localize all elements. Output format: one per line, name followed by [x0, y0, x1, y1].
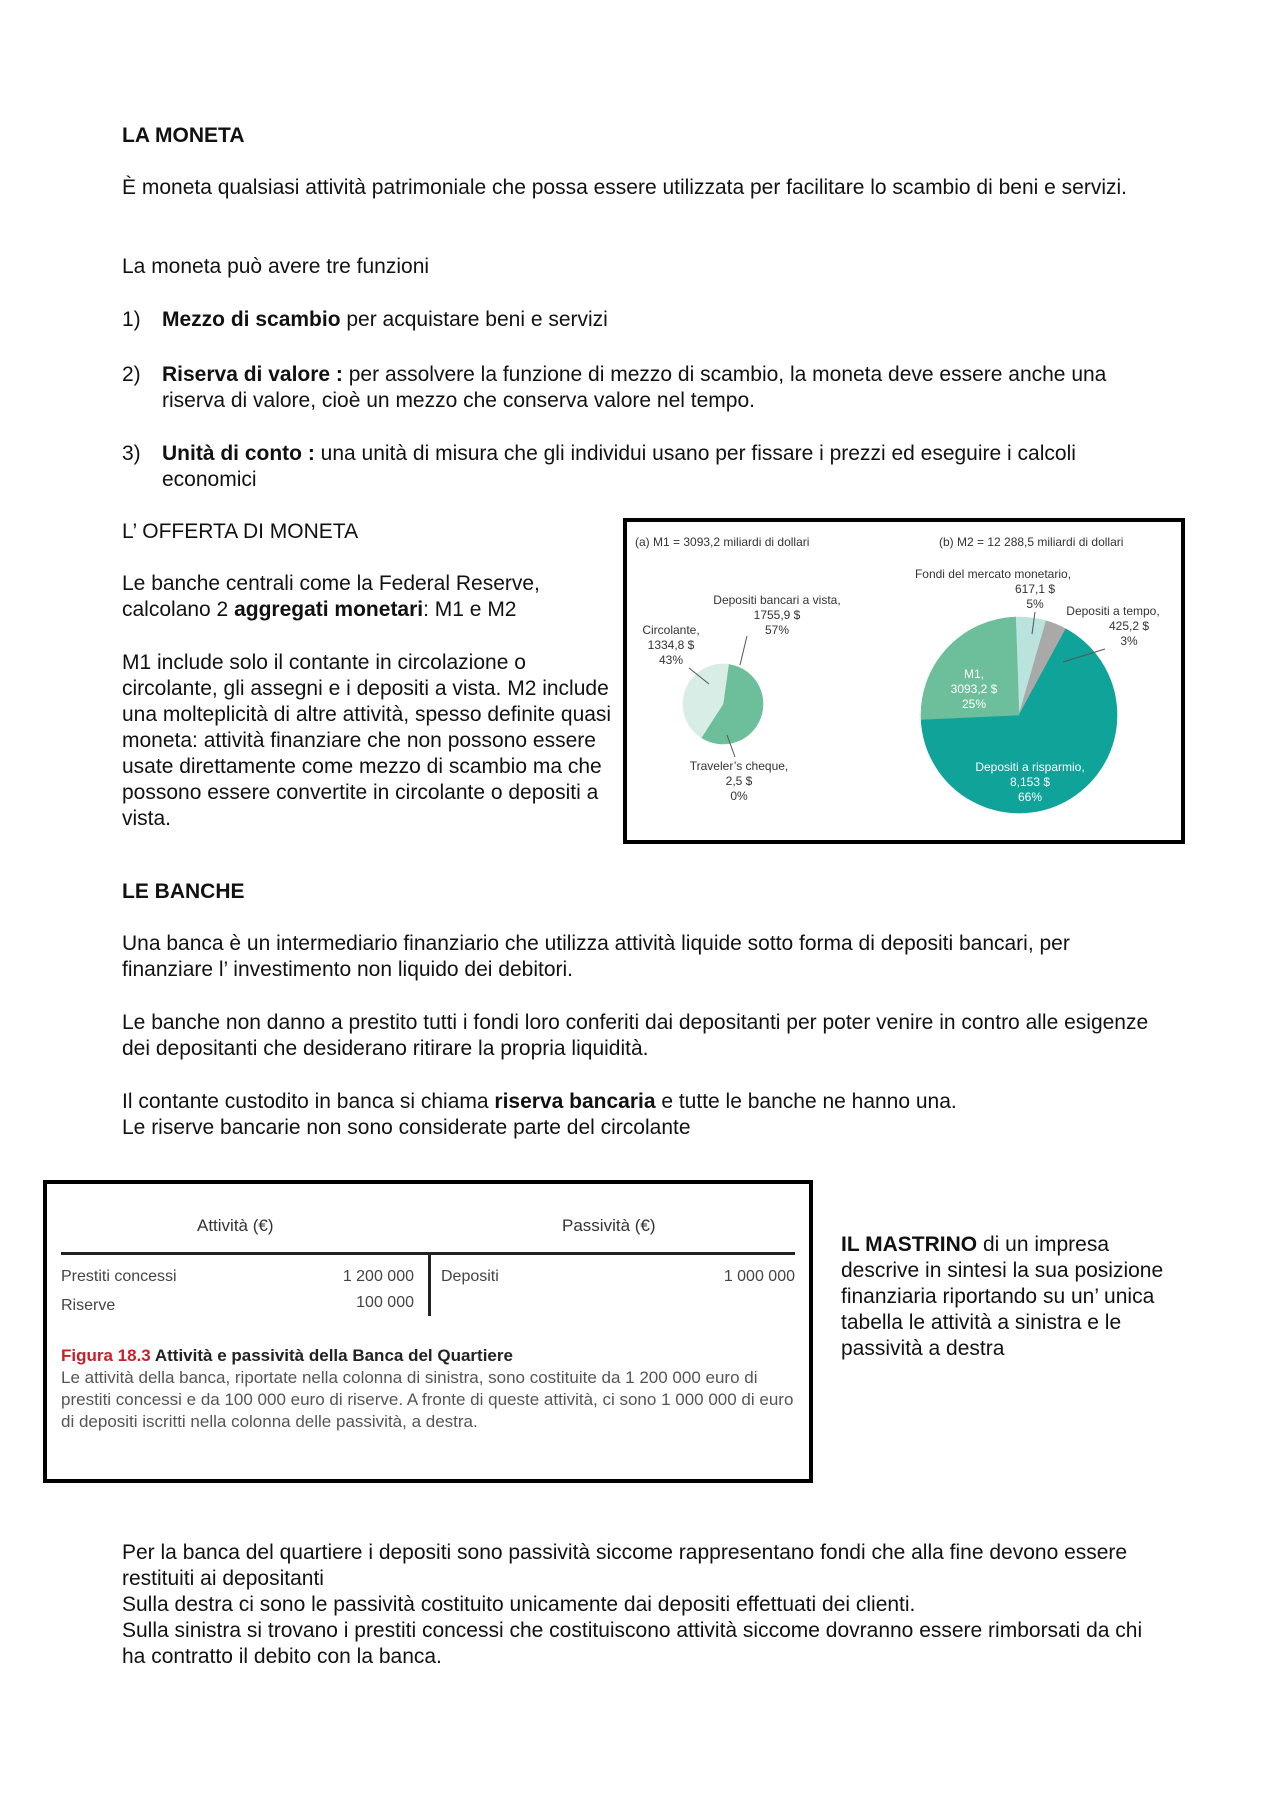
offerta-title: L’ OFFERTA DI MONETA — [122, 520, 359, 543]
function-desc: per assolvere la funzione di mezzo di scambio, la moneta deve essere anche una riserva di valore, cioè un mezzo che conserva valore nel tempo. — [162, 363, 1107, 412]
liabilities-header: Passività (€) — [562, 1216, 656, 1235]
offerta-p1-bold: aggregati monetari — [234, 598, 424, 621]
money-aggregates-pie-figure — [623, 518, 1185, 844]
label-circolante: Circolante, — [642, 623, 700, 637]
closing-line: Sulla sinistra si trovano i prestiti concessi che costituiscono attività siccome dovranno essere rimborsati da chi ha contratto il debito con la banca. — [122, 1619, 1143, 1668]
ledger-caption-body: Le attività della banca, riportate nella colonna di sinistra, sono costituite da 1 200 000 euro di prestiti concessi e da 100 000 euro di riserve. A fronte di queste attività, ci sono 1 000 000 di euro di depositi iscritti nella colonna delle passività, a destra. — [61, 1368, 794, 1431]
section-title-banche: LE BANCHE — [122, 880, 245, 903]
banche-p3 — [122, 1089, 1172, 1115]
offerta-p1-text: Le banche centrali come la Federal Reserve, calcolano 2 — [122, 572, 540, 621]
offerta-p2: M1 include solo il contante in circolazione o circolante, gli assegni e i depositi a vista. M2 include una molteplicità di altre attività, spesso definite quasi moneta: attività finanziare che non possono essere usate direttamente come mezzo di scambio ma che possono essere convertite in circolante o depositi a vista. — [122, 651, 612, 830]
label-circolante-amount: 1334,8 $ — [647, 638, 695, 652]
label-fondi-amount: 617,1 $ — [1014, 582, 1056, 596]
section-title-moneta: LA MONETA — [122, 124, 245, 147]
chart-b-title: (b) M2 = 12 288,5 miliardi di dollari — [939, 535, 1124, 549]
offerta-p1-end: : M1 e M2 — [423, 598, 517, 621]
liability-value: 1 000 000 — [723, 1268, 795, 1285]
label-tempo: Depositi a tempo, — [1066, 604, 1160, 618]
chart-a-title: (a) M1 = 3093,2 miliardi di dollari — [635, 535, 810, 549]
banche-p3-bold: riserva bancaria — [494, 1090, 656, 1113]
functions-intro: La moneta può avere tre funzioni — [122, 255, 430, 278]
label-tempo-amount: 425,2 $ — [1108, 619, 1150, 633]
function-desc: per acquistare beni e servizi — [340, 308, 608, 331]
label-depositi-vista: Depositi bancari a vista, — [713, 593, 841, 607]
label-depositi-vista-amount: 1755,9 $ — [753, 608, 801, 622]
ledger-figure — [43, 1180, 813, 1483]
pie-a-slices — [683, 664, 763, 744]
function-term: Riserva di valore : — [162, 363, 343, 386]
asset-label: Riserve — [61, 1297, 116, 1314]
function-text — [162, 307, 1142, 333]
label-circolante-pct: 43% — [658, 653, 684, 667]
mastrino-term: IL MASTRINO — [841, 1233, 978, 1256]
function-text — [162, 362, 1132, 414]
label-travelers: Traveler’s cheque, — [689, 759, 789, 773]
figure-number: Figura 18.3 — [61, 1346, 151, 1365]
label-risparmio-pct: 66% — [1017, 790, 1043, 804]
mastrino-desc: di un impresa descrive in sintesi la sua posizione finanziaria riportando su un’ unica tabella le attività a sinistra e le passività a destra — [841, 1233, 1164, 1360]
label-fondi: Fondi del mercato monetario, — [914, 567, 1072, 581]
label-m1: M1, — [963, 667, 985, 681]
pie-chart-svg — [627, 522, 1181, 840]
label-travelers-amount: 2,5 $ — [725, 774, 753, 788]
list-number: 3) — [122, 442, 141, 465]
label-risparmio-amount: 8,153 $ — [1009, 775, 1051, 789]
closing-line: Sulla destra ci sono le passività costituito unicamente dai depositi effettuati dei clienti. — [122, 1593, 916, 1616]
mastrino-text — [841, 1232, 1171, 1362]
assets-header: Attività (€) — [197, 1216, 274, 1235]
function-desc: una unità di misura che gli individui usano per fissare i prezzi ed eseguire i calcoli economici — [162, 442, 1076, 491]
function-term: Unità di conto : — [162, 442, 315, 465]
liability-label: Depositi — [441, 1268, 499, 1285]
label-risparmio: Depositi a risparmio, — [975, 760, 1085, 774]
ledger-caption-title — [61, 1346, 513, 1366]
function-text — [162, 441, 1152, 493]
ledger-divider — [428, 1252, 431, 1316]
banche-p3-end: e tutte le banche ne hanno una. — [655, 1090, 957, 1113]
banche-p1: Una banca è un intermediario finanziario che utilizza attività liquide sotto forma di depositi bancari, per finanziare l’ investimento non liquido dei debitori. — [122, 932, 1070, 981]
closing-line: Per la banca del quartiere i depositi sono passività siccome rappresentano fondi che alla fine devono essere restituiti ai depositanti — [122, 1541, 1128, 1590]
label-m1-amount: 3093,2 $ — [950, 682, 998, 696]
function-term: Mezzo di scambio — [162, 308, 341, 331]
label-fondi-pct: 5% — [1026, 597, 1044, 611]
leader-line — [740, 636, 747, 665]
asset-value: 100 000 — [356, 1294, 414, 1311]
list-number: 1) — [122, 308, 141, 331]
list-number: 2) — [122, 363, 141, 386]
label-depositi-vista-pct: 57% — [764, 623, 790, 637]
label-travelers-pct: 0% — [730, 789, 748, 803]
moneta-intro: È moneta qualsiasi attività patrimoniale che possa essere utilizzata per facilitare lo scambio di beni e servizi. — [122, 176, 1127, 199]
offerta-p1 — [122, 571, 612, 623]
figure-title: Attività e passività della Banca del Quartiere — [150, 1346, 513, 1365]
label-tempo-pct: 3% — [1120, 634, 1138, 648]
closing-paragraph — [122, 1540, 1152, 1670]
asset-label: Prestiti concessi — [61, 1268, 177, 1285]
banche-p4: Le riserve bancarie non sono considerate parte del circolante — [122, 1116, 691, 1139]
asset-value: 1 200 000 — [342, 1268, 414, 1285]
label-m1-pct: 25% — [961, 697, 987, 711]
banche-p3-text: Il contante custodito in banca si chiama — [122, 1090, 495, 1113]
banche-p2: Le banche non danno a prestito tutti i fondi loro conferiti dai depositanti per poter venire in contro alle esigenze dei depositanti che desiderano ritirare la propria liquidità. — [122, 1011, 1149, 1060]
